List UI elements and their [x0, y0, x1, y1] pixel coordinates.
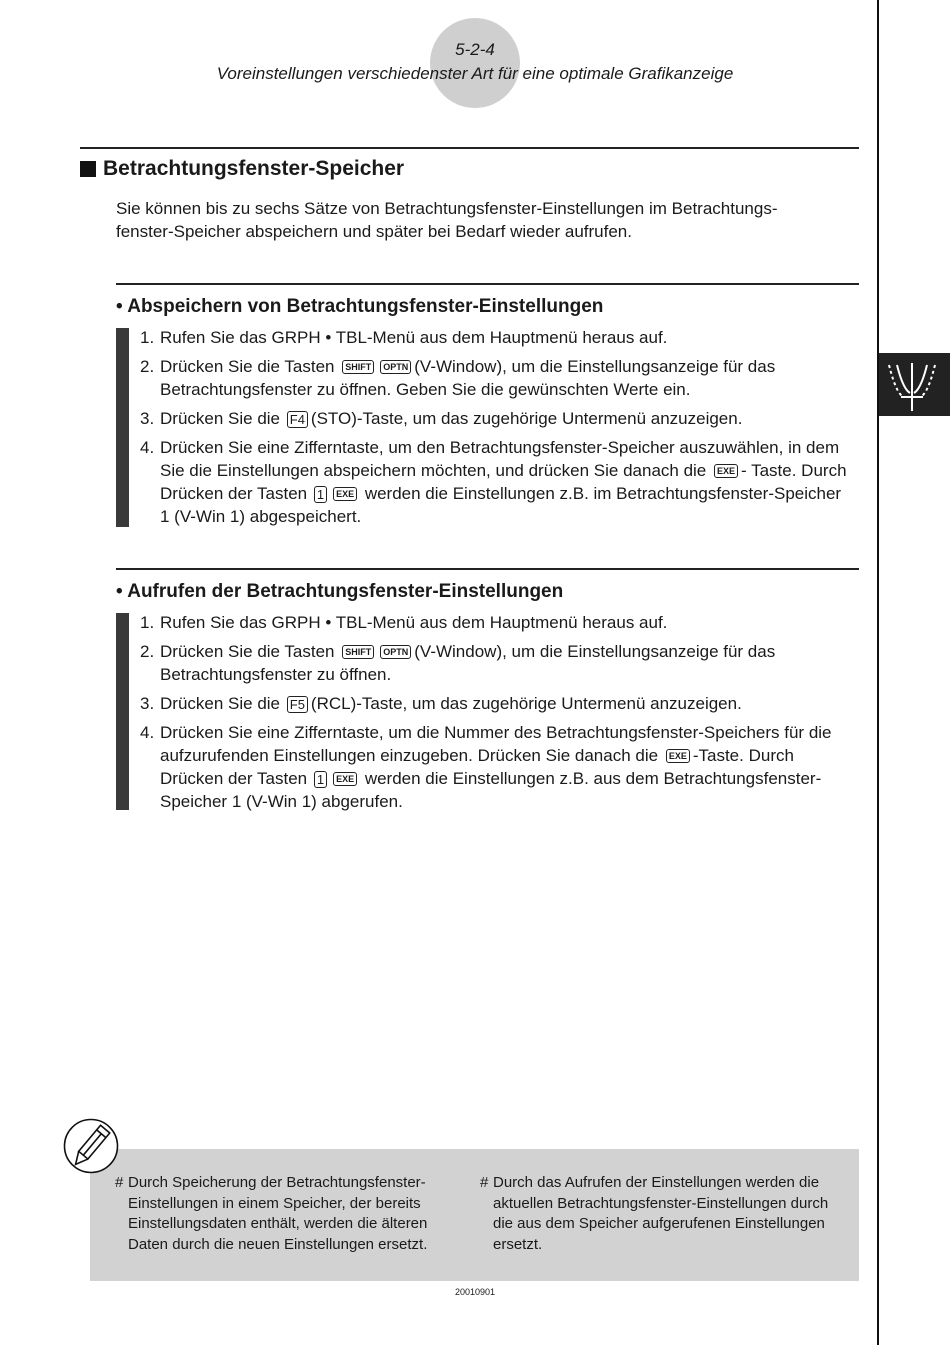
subsection-title-recall [116, 581, 563, 603]
one-key-icon: 1 [314, 486, 327, 503]
list-item: 1. Rufen Sie das GRPH • TBL-Menü aus dem Hauptmenü heraus auf. [140, 613, 668, 632]
bullet-icon: • [116, 581, 123, 602]
recall-steps [140, 611, 852, 819]
shift-key-icon: SHIFT [342, 360, 374, 374]
page-edge-rule [877, 0, 879, 1345]
exe-key-icon: EXE [333, 487, 357, 501]
f4-key-icon: F4 [287, 411, 308, 428]
note-text: Durch Speicherung der Betrachtungsfenster-Einstellungen in einem Speicher, der bereits Einstellungsdaten enthält, werden die älteren Daten durch die neuen Einstellungen ersetzt. [128, 1174, 428, 1253]
chapter-tab [879, 353, 950, 416]
chapter-subtitle: Voreinstellungen verschiedenster Art für eine optimale Grafikanzeige [216, 64, 734, 83]
steps-sidebar-bar [116, 328, 129, 527]
graph-function-icon [879, 353, 950, 416]
list-item: 4. Drücken Sie eine Zifferntaste, um den Betrachtungsfenster-Speicher auszuwählen, in dem Sie die Einstellungen abspeichern möchten, und drücken Sie danach die EXE - Taste. Durch Drücken der Tasten 1 EXE werden die Einstellungen z.B. im Betrachtungsfenster-Speicher 1 (V-Win 1) abgespeichert. [140, 438, 847, 526]
note-marker: # [115, 1174, 124, 1191]
subsection-title-text: Aufrufen der Betrachtungsfenster-Einstellungen [127, 581, 564, 602]
intro-paragraph: Sie können bis zu sechs Sätze von Betrachtungsfenster-Einstellungen im Betrachtungs- fenster-Speicher abspeichern und später bei Bedarf wieder aufrufen. [116, 199, 778, 241]
note-right [480, 1173, 830, 1255]
note-marker: # [480, 1174, 489, 1191]
page-number: 5-2-4 [455, 40, 495, 59]
f5-key-icon: F5 [287, 696, 308, 713]
optn-key-icon: OPTN [380, 645, 411, 659]
list-item: 4. Drücken Sie eine Zifferntaste, um die Nummer des Betrachtungsfenster-Speichers für die aufzurufenden Einstellungen einzugeben. Drücken Sie danach die EXE -Taste. Durch Drücken der Tasten 1 EXE werden die Einstellungen z.B. aus dem Betrachtungsfenster-Speicher 1 (V-Win 1) abgerufen. [140, 723, 832, 811]
list-item: 3. Drücken Sie die F4 (STO)-Taste, um das zugehörige Untermenü anzuzeigen. [140, 409, 743, 428]
section-title [80, 157, 404, 181]
note-left [115, 1173, 465, 1255]
one-key-icon: 1 [314, 771, 327, 788]
subsection-title-text: Abspeichern von Betrachtungsfenster-Einstellungen [127, 296, 604, 317]
bullet-icon: • [116, 296, 123, 317]
pencil-icon [63, 1118, 119, 1174]
section-title-text: Betrachtungsfenster-Speicher [103, 157, 405, 180]
list-item: 2. Drücken Sie die Tasten SHIFT OPTN (V-Window), um die Einstellungsanzeige für das Betrachtungsfenster zu öffnen. [140, 642, 776, 684]
note-text: Durch das Aufrufen der Einstellungen werden die aktuellen Betrachtungsfenster-Einstellungen durch die aus dem Speicher aufgerufenen Einstellungen ersetzt. [493, 1174, 829, 1253]
exe-key-icon: EXE [714, 464, 738, 478]
square-bullet-icon [80, 161, 96, 177]
exe-key-icon: EXE [666, 749, 690, 763]
subsection-rule [116, 283, 859, 285]
optn-key-icon: OPTN [380, 360, 411, 374]
section-rule [80, 147, 859, 149]
list-item: 1. Rufen Sie das GRPH • TBL-Menü aus dem Hauptmenü heraus auf. [140, 328, 668, 347]
exe-key-icon: EXE [333, 772, 357, 786]
list-item: 2. Drücken Sie die Tasten SHIFT OPTN (V-Window), um die Einstellungsanzeige für das Betrachtungsfenster zu öffnen. Geben Sie die gewünschten Werte ein. [140, 357, 776, 399]
list-item: 3. Drücken Sie die F5 (RCL)-Taste, um das zugehörige Untermenü anzuzeigen. [140, 694, 742, 713]
footer-code: 20010901 [454, 1287, 496, 1297]
subsection-title-store [116, 296, 603, 318]
steps-sidebar-bar [116, 613, 129, 810]
store-steps [140, 326, 852, 534]
page-number-badge [430, 18, 520, 108]
shift-key-icon: SHIFT [342, 645, 374, 659]
subsection-rule [116, 568, 859, 570]
